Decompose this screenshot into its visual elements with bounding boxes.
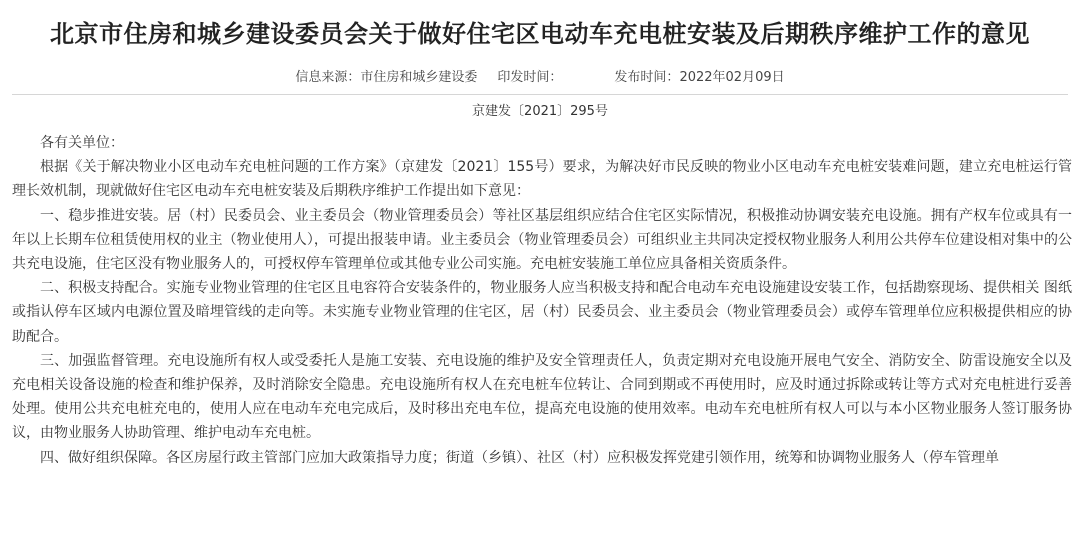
page-title: 北京市住房和城乡建设委员会关于做好住宅区电动车充电桩安装及后期秩序维护工作的意见 (50, 20, 1030, 48)
document-number: 京建发〔2021〕295号 (472, 104, 608, 119)
print-time-label: 印发时间： (497, 70, 563, 85)
intro-paragraph: 根据《关于解决物业小区电动车充电桩问题的工作方案》（京建发〔2021〕155号）要求，为解决好市民反映的物业小区电动车充电桩安装难问题，建立充电桩运行管理长效机制，现就做好住宅区电动车充电桩安装及后期秩序维护工作提出如下意见： (12, 159, 1072, 200)
section-2-paragraph: 二、积极支持配合。实施专业物业管理的住宅区且电容符合安装条件的，物业服务人应当积极支持和配合电动车充电设施建设安装工作，包括勘察现场、提供相关 图纸或指认停车区域内电源位置及暗埋管线的走向等。未实施专业物业管理的住宅区，居（村）民委员会、业主委员会（物业管理委员会）或停车管理单位应积极提供相应的协助配合。 (12, 280, 1072, 345)
salutation-paragraph: 各有关单位： (40, 135, 124, 151)
section-4-paragraph: 四、做好组织保障。各区房屋行政主管部门应加大政策指导力度；街道（乡镇）、社区（村）应积极发挥党建引领作用，统筹和协调物业服务人（停车管理单 (40, 449, 999, 466)
publish-time-value: 2022年02月09日 (679, 70, 785, 85)
source-label: 信息来源： (295, 70, 361, 85)
section-3-paragraph: 三、加强监督管理。充电设施所有权人或受委托人是施工安装、充电设施的维护及安全管理责任人，负责定期对充电设施开展电气安全、消防安全、防雷设施安全以及充电相关设备设施的检查和维护保养，及时消除安全隐患。充电设施所有权人在充电桩车位转让、合同到期或不再使用时，应及时通过拆除或转让等方式对充电桩进行妥善处理。使用公共充电桩充电的，使用人应在电动车充电完成后，及时移出充电车位，提高充电设施的使用效率。电动车充电桩所有权人可以与本小区物业服务人签订服务协议，由物业服务人协助管理、维护电动车充电桩。 (12, 352, 1072, 442)
section-1-paragraph: 一、稳步推进安装。居（村）民委员会、业主委员会（物业管理委员会）等社区基层组织应结合住宅区实际情况，积极推动协调安装充电设施。拥有产权车位或具有一年以上长期车位租赁使用权的业主（物业使用人），可提出报装申请。业主委员会（物业管理委员会）可组织业主共同决定授权物业服务人利用公共停车位建设相对集中的公共充电设施，住宅区没有物业服务人的，可授权停车管理单位或其他专业公司实施。充电桩安装施工单位应具备相关资质条件。 (12, 207, 1072, 273)
source-value: 市住房和城乡建设委 (360, 70, 478, 85)
publication-meta (0, 68, 1080, 88)
header-divider (12, 94, 1068, 95)
publish-time-label: 发布时间： (614, 70, 680, 85)
document-body (12, 131, 1072, 470)
